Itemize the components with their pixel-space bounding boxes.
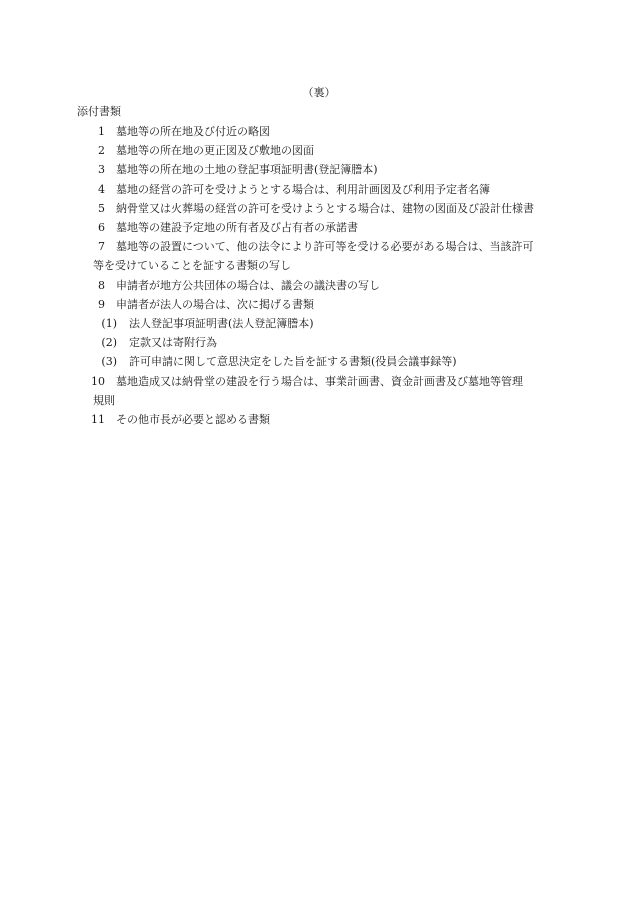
sub-list-item	[77, 333, 597, 352]
sub-item-text: 許可申請に関して意思決定をした旨を証する書類(役員会議事録等)	[129, 355, 457, 369]
list-item-continuation: 等を受けていることを証する書類の写し	[93, 259, 291, 273]
sub-item-number: (2)	[101, 336, 117, 350]
list-item-continuation: 規則	[93, 393, 115, 407]
item-text: 墓地等の設置について、他の法令により許可等を受ける必要がある場合は、当該許可	[116, 240, 534, 254]
item-number: 9	[98, 297, 105, 311]
list-item	[77, 410, 597, 429]
item-text: 納骨堂又は火葬場の経営の許可を受けようとする場合は、建物の図面及び設計仕様書	[116, 201, 534, 215]
item-number: 3	[98, 163, 105, 177]
item-number: 4	[98, 182, 105, 196]
item-text: 墓地等の所在地及び付近の略図	[116, 125, 270, 138]
list-item	[77, 199, 597, 218]
item-text: 申請者が地方公共団体の場合は、議会の議決書の写し	[116, 278, 380, 292]
item-number: 5	[98, 201, 105, 215]
section-title: 添付書類	[77, 105, 121, 118]
sub-item-text: 定款又は寄附行為	[129, 336, 217, 350]
list-item	[77, 160, 597, 179]
item-number: 7	[98, 240, 105, 254]
list-item	[77, 141, 597, 160]
item-number: 1	[98, 125, 105, 138]
item-number: 2	[98, 144, 105, 158]
item-number: 8	[98, 278, 105, 292]
sub-item-number: (3)	[101, 355, 117, 369]
item-number: 6	[98, 221, 105, 235]
item-text: 墓地等の所在地の土地の登記事項証明書(登記簿謄本)	[116, 163, 378, 177]
item-text: 墓地等の所在地の更正図及び敷地の図面	[116, 144, 314, 158]
sub-item-number: (1)	[101, 317, 117, 331]
item-number: 11	[91, 413, 105, 427]
list-item	[77, 218, 597, 237]
attachment-list	[77, 122, 597, 429]
list-item	[77, 122, 597, 141]
item-text: 墓地等の建設予定地の所有者及び占有者の承諾書	[116, 221, 358, 235]
list-item	[77, 276, 597, 295]
item-text: 墓地の経営の許可を受けようとする場合は、利用計画図及び利用予定者名簿	[116, 182, 490, 196]
list-item	[77, 237, 597, 256]
item-text: 申請者が法人の場合は、次に掲げる書類	[116, 297, 314, 311]
list-item	[77, 180, 597, 199]
item-text: その他市長が必要と認める書類	[116, 413, 270, 427]
item-text: 墓地造成又は納骨堂の建設を行う場合は、事業計画書、資金計画書及び墓地等管理	[116, 374, 523, 388]
page-header: （裏）	[302, 86, 336, 99]
item-number: 10	[91, 374, 105, 388]
sub-item-text: 法人登記事項証明書(法人登記簿謄本)	[129, 317, 314, 331]
sub-list-item	[77, 352, 597, 371]
list-item	[77, 295, 597, 314]
sub-list-item	[77, 314, 597, 333]
list-item	[77, 372, 597, 391]
